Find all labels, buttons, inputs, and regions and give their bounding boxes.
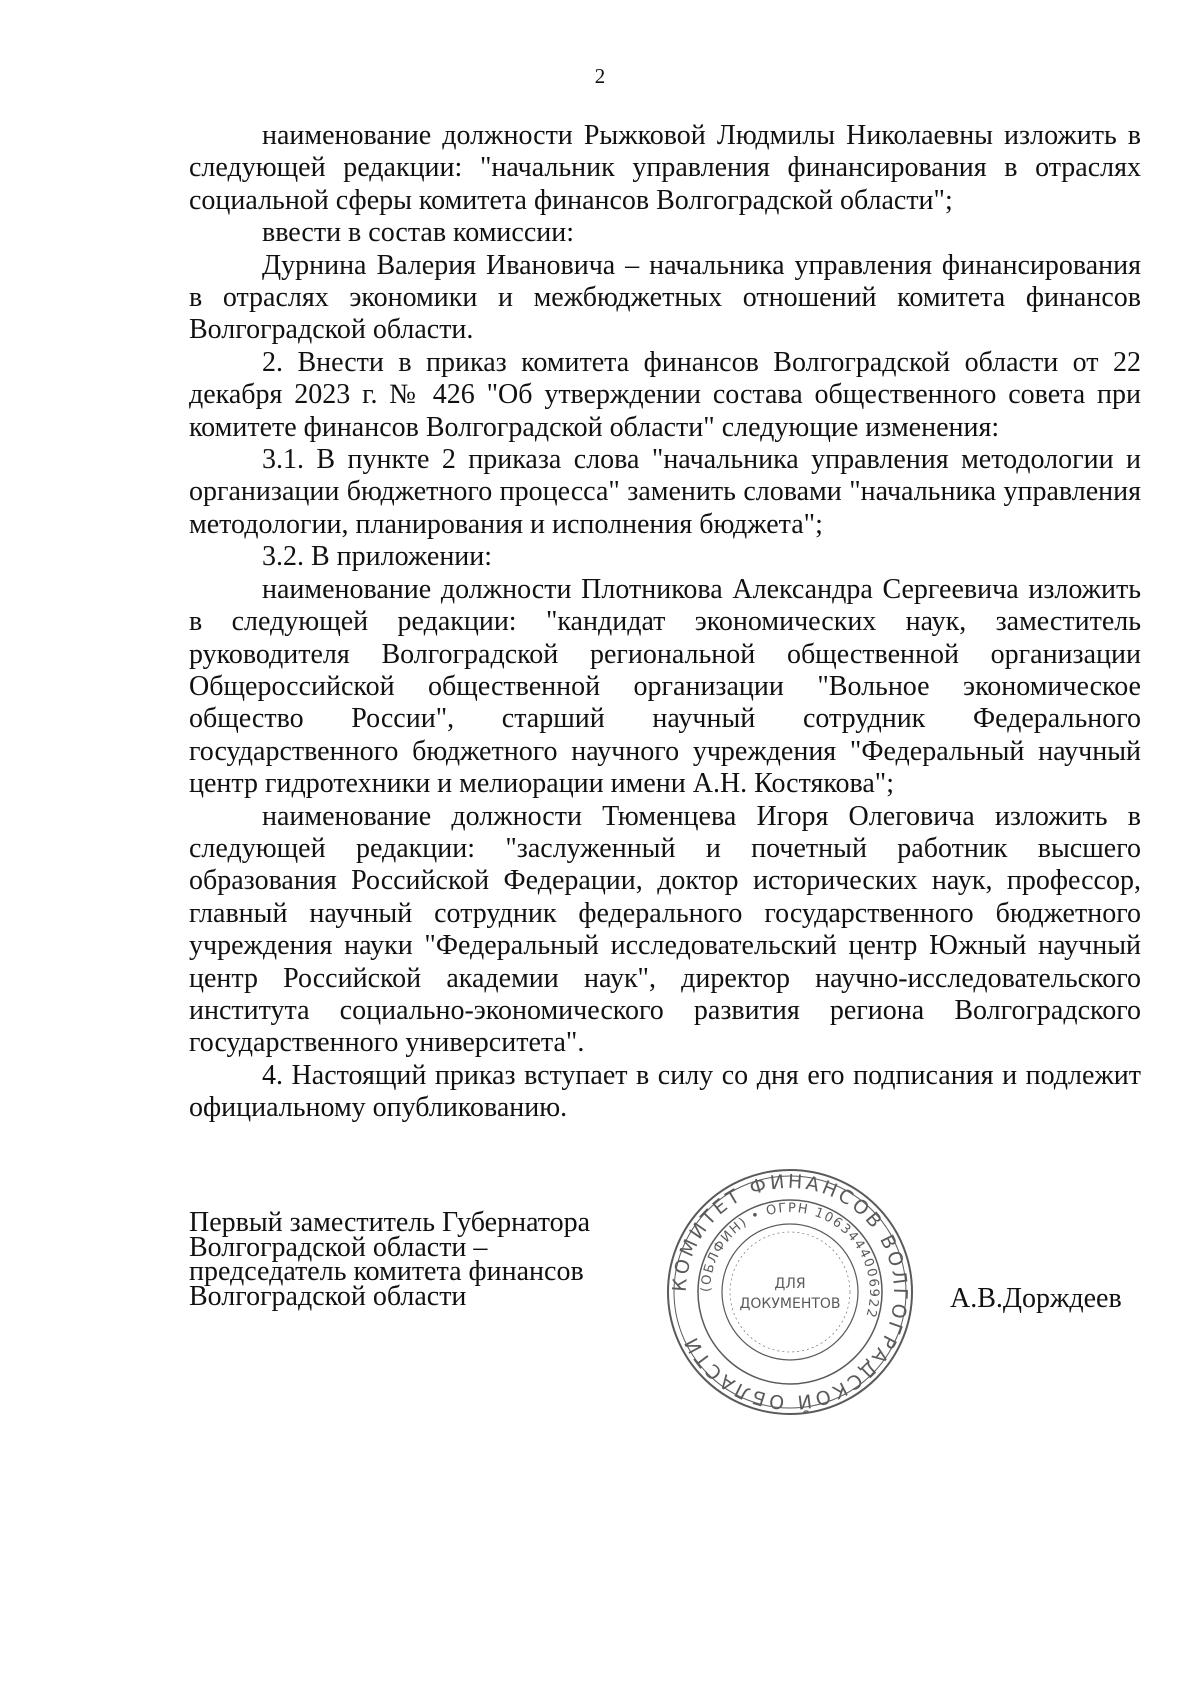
- signatory-name: А.В.Дорждеев: [950, 1283, 1122, 1314]
- paragraph: 2. Внести в приказ комитета финансов Волгоградской области от 22 декабря 2023 г. № 426 "Об утверждении состава общественного совета при комитете финансов Волгоградской области" следующие изменения:: [189, 346, 1141, 443]
- paragraph: наименование должности Тюменцева Игоря Олеговича изложить в следующей редакции: "заслуженный и почетный работник высшего образования Российской Федерации, доктор исторических наук, профессор, главный научный сотрудник федерального государственного бюджетного учреждения науки "Федеральный исследовательский центр Южный научный центр Российской академии наук", директор научно-исследовательского института социально-экономического развития региона Волгоградского государственного университета".: [189, 800, 1141, 1059]
- seal-outer-textpath: КОМИТЕТ ФИНАНСОВ ВОЛГОГРАДСКОЙ ОБЛАСТИ: [668, 1170, 912, 1414]
- paragraph: 3.1. В пункте 2 приказа слова "начальника управления методологии и организации бюджетного процесса" заменить словами "начальника управления методологии, планирования и исполнения бюджета";: [189, 444, 1141, 540]
- paragraph: 3.2. В приложении:: [262, 541, 493, 573]
- seal-inner-textpath: (ОБЛФИН) • ОГРН 1063444006922: [698, 1200, 882, 1321]
- paragraph: 4. Настоящий приказ вступает в силу со дня его подписания и подлежит официальному опубликованию.: [189, 1059, 1141, 1124]
- paragraph: наименование должности Рыжковой Людмилы Николаевны изложить в следующей редакции: "начальник управления финансирования в отраслях социальной сферы комитета финансов Волгоградской области";: [189, 120, 1141, 216]
- paragraph: ввести в состав комиссии:: [262, 217, 575, 249]
- official-seal-stamp: [664, 1166, 916, 1418]
- paragraph: наименование должности Плотникова Александра Сергеевича изложить в следующей редакции: "кандидат экономических наук, заместитель руководителя Волгоградской региональной общественной организации Общероссийской общественной организации "Вольное экономическое общество России", старший научный сотрудник Федерального государственного бюджетного научного учреждения "Федеральный научный центр гидротехники и мелиорации имени А.Н. Костякова";: [189, 573, 1141, 800]
- page-number: 2: [594, 64, 606, 88]
- paragraph: Дурнина Валерия Ивановича – начальника управления финансирования в отраслях экономики и межбюджетных отношений комитета финансов Волгоградской области.: [189, 249, 1141, 346]
- signatory-position-line: Волгоградской области –: [189, 1231, 488, 1263]
- signatory-position-line: Первый заместитель Губернатора: [189, 1207, 591, 1238]
- seal-center-line-2: ДОКУМЕНТОВ: [739, 1296, 841, 1312]
- signatory-position: [189, 1207, 591, 1312]
- document-body: [189, 120, 1141, 1125]
- signatory-position-line: Волгоградской области: [189, 1280, 467, 1312]
- signatory-position-line: председатель комитета финансов: [189, 1256, 584, 1287]
- seal-center-line-1: ДЛЯ: [774, 1276, 806, 1292]
